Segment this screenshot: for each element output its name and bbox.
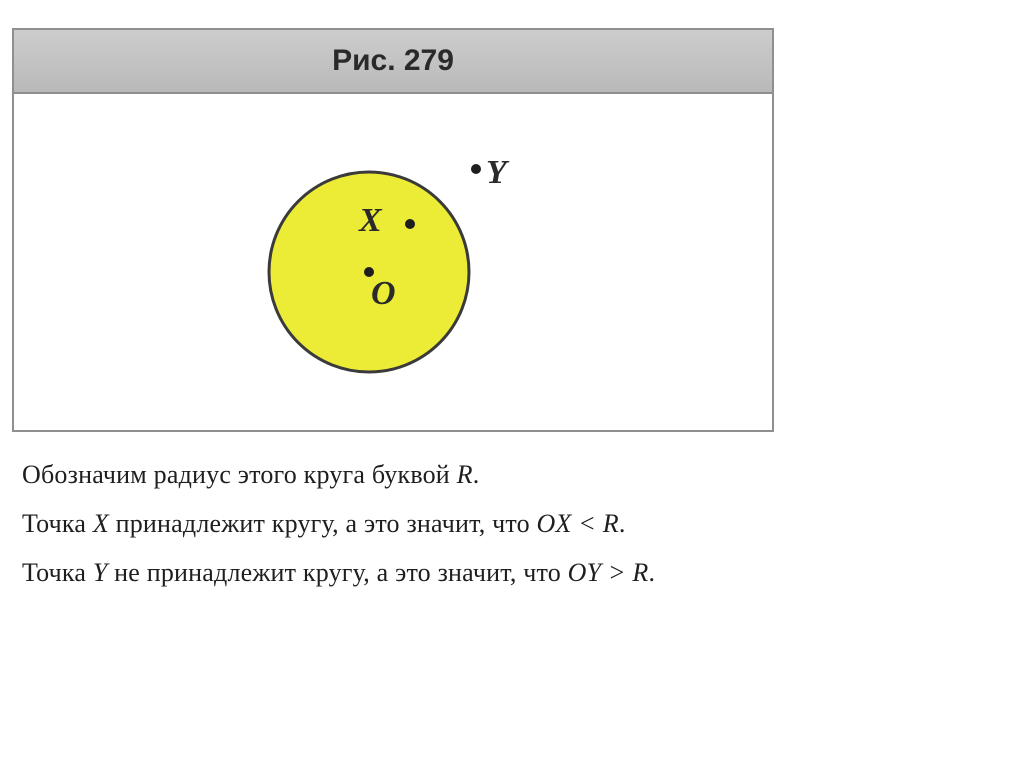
line1-math: R bbox=[456, 460, 473, 489]
line3-prefix: Точка bbox=[22, 558, 93, 587]
line3-point: Y bbox=[92, 558, 108, 587]
line2-math: OX < R bbox=[536, 509, 619, 538]
line2-suffix: . bbox=[618, 509, 626, 538]
figure-title: Рис. 279 bbox=[332, 44, 454, 77]
point-y-dot bbox=[471, 164, 481, 174]
line2-middle: принадлежит кругу, а это значит, что bbox=[108, 509, 537, 538]
point-y-label: Y bbox=[486, 154, 507, 191]
text-line-point-x bbox=[22, 509, 626, 539]
text-line-point-y bbox=[22, 558, 655, 588]
line3-math: OY > R bbox=[567, 558, 649, 587]
line3-suffix: . bbox=[648, 558, 656, 587]
line2-prefix: Точка bbox=[22, 509, 93, 538]
text-line-radius bbox=[22, 460, 479, 490]
line1-suffix: . bbox=[472, 460, 480, 489]
line2-point: X bbox=[92, 509, 109, 538]
line3-middle: не принадлежит кругу, а это значит, что bbox=[107, 558, 568, 587]
point-o-label: O bbox=[371, 275, 396, 312]
figure-279 bbox=[12, 28, 774, 432]
line1-prefix: Обозначим радиус этого круга буквой bbox=[22, 460, 457, 489]
point-x-label: X bbox=[359, 202, 382, 239]
circle-diagram bbox=[14, 30, 772, 430]
point-x-dot bbox=[405, 219, 415, 229]
